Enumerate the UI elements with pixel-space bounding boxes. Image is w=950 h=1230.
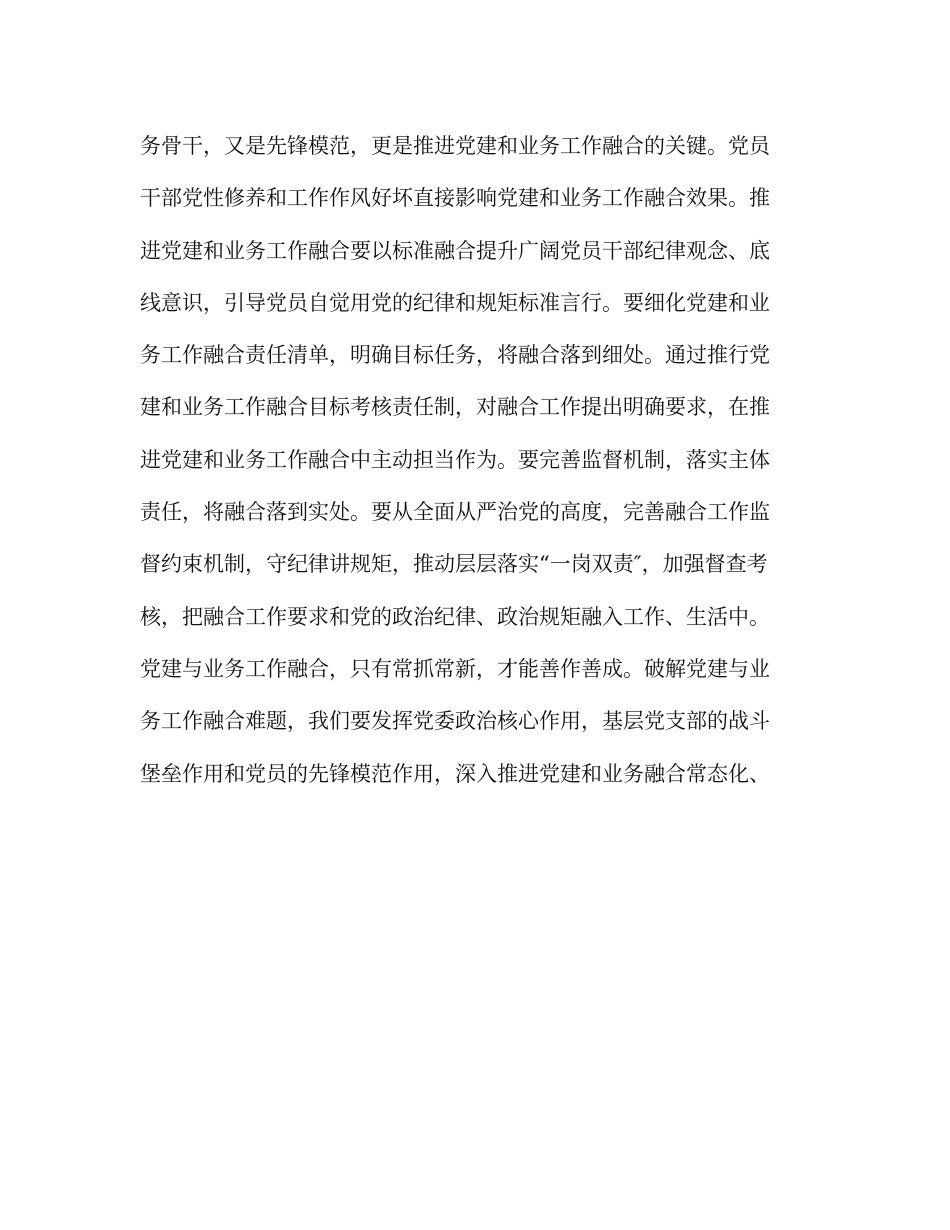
text-line: 务工作融合责任清单，明确目标任务，将融合落到细处。通过推行党 xyxy=(140,343,770,368)
text-line: 干部党性修养和工作作风好坏直接影响党建和业务工作融合效果。推 xyxy=(140,186,770,211)
body-text xyxy=(140,120,820,800)
text-line: 务工作融合难题，我们要发挥党委政治核心作用，基层党支部的战斗 xyxy=(140,709,770,734)
text-line: 进党建和业务工作融合中主动担当作为。要完善监督机制，落实主体 xyxy=(140,447,770,472)
text-line: 进党建和业务工作融合要以标准融合提升广阔党员干部纪律观念、底 xyxy=(140,238,770,263)
text-line: 建和业务工作融合目标考核责任制，对融合工作提出明确要求，在推 xyxy=(140,395,770,420)
text-line: 责任，将融合落到实处。要从全面从严治党的高度，完善融合工作监 xyxy=(140,500,770,525)
text-line: 堡垒作用和党员的先锋模范作用，深入推进党建和业务融合常态化、 xyxy=(140,761,770,786)
text-line: 党建与业务工作融合，只有常抓常新，才能善作善成。破解党建与业 xyxy=(140,656,770,681)
text-line: 线意识，引导党员自觉用党的纪律和规矩标准言行。要细化党建和业 xyxy=(140,290,770,315)
text-line: 务骨干，又是先锋模范，更是推进党建和业务工作融合的关键。党员 xyxy=(140,134,770,158)
text-line: 督约束机制，守纪律讲规矩，推动层层落实“一岗双责″，加强督查考 xyxy=(140,552,768,577)
text-line: 核，把融合工作要求和党的政治纪律、政治规矩融入工作、生活中。 xyxy=(140,604,770,629)
